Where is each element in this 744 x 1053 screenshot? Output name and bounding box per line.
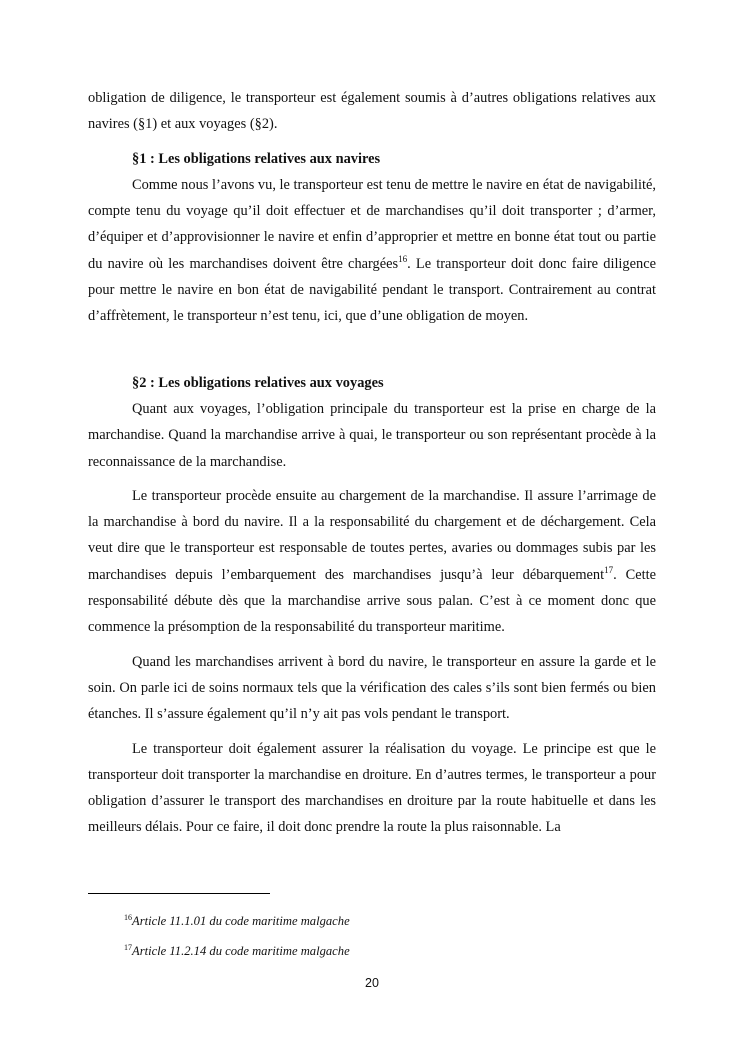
paragraph-navires-tail: . Le transporteur doit donc faire diligence pour mettre le navire en bon état de navigabilité pendant le transport. Contrairement au contrat d’affrètement, le transporteur n’est tenu, ici, que d’une obligation de moyen. [88, 255, 656, 325]
paragraph-intro: obligation de diligence, le transporteur est également soumis à d’autres obligations relatives aux navires (§1) et aux voyages (§2). [88, 90, 656, 133]
paragraph-navires [88, 172, 656, 330]
footnote-17 [124, 944, 350, 959]
paragraph-realisation: Le transporteur doit également assurer la réalisation du voyage. Le principe est que le transporteur doit transporter la marchandise en droiture. En d’autres termes, le transporteur a pour obligation d’assurer le transport des marchandises en droiture par la route habituelle et dans les meilleurs délais. Pour ce faire, il doit donc prendre la route la plus raisonnable. La [88, 740, 656, 836]
footnote-text: Article 11.1.01 du code maritime malgache [132, 914, 350, 928]
section-heading-2: §2 : Les obligations relatives aux voyages [132, 374, 384, 391]
page-number: 20 [365, 976, 379, 990]
footnote-ref-16[interactable]: 16 [398, 253, 408, 264]
paragraph-navires-text: Comme nous l’avons vu, le transporteur est tenu de mettre le navire en état de navigabilité, compte tenu du voyage qu’il doit effectuer et de marchandises qu’il doit transporter ; d’armer, d’équiper et d’approvisionner le navire et enfin d’approprier et mettre en bonne état tout ou partie du navire où les marchandises doivent être chargées [88, 176, 656, 272]
paragraph-chargement [88, 483, 656, 641]
section-heading-1: §1 : Les obligations relatives aux navires [132, 150, 381, 167]
footnote-ref-17[interactable]: 17 [604, 564, 614, 575]
footnote-mark: 16 [124, 912, 132, 922]
paragraph-garde: Quand les marchandises arrivent à bord du navire, le transporteur en assure la garde et le soin. On parle ici de soins normaux tels que la vérification des cales s’ils sont bien fermés ou bien étanches. Il s’assure également qu’il n’y ait pas vols pendant le transport. [88, 653, 656, 723]
footnote-separator [88, 893, 270, 894]
page-body [88, 85, 656, 841]
paragraph-chargement-tail: . Cette responsabilité débute dès que la marchandise arrive sous palan. C’est à ce moment donc que commence la présomption de la responsabilité du transporteur maritime. [88, 566, 656, 636]
paragraph-chargement-text: Le transporteur procède ensuite au chargement de la marchandise. Il assure l’arrimage de la marchandise à bord du navire. Il a la responsabilité du chargement et de déchargement. Cela veut dire que le transporteur est responsable de toutes pertes, avaries ou dommages subis par les marchandises depuis l’embarquement des marchandises jusqu’à leur débarquement [88, 487, 656, 583]
footnote-text: Article 11.2.14 du code maritime malgache [132, 944, 350, 958]
footnote-16 [124, 914, 350, 929]
paragraph-voyages: Quant aux voyages, l’obligation principale du transporteur est la prise en charge de la marchandise. Quand la marchandise arrive à quai, le transporteur ou son représentant procède à la reconnaissance de la marchandise. [88, 400, 656, 470]
footnote-mark: 17 [124, 942, 132, 952]
